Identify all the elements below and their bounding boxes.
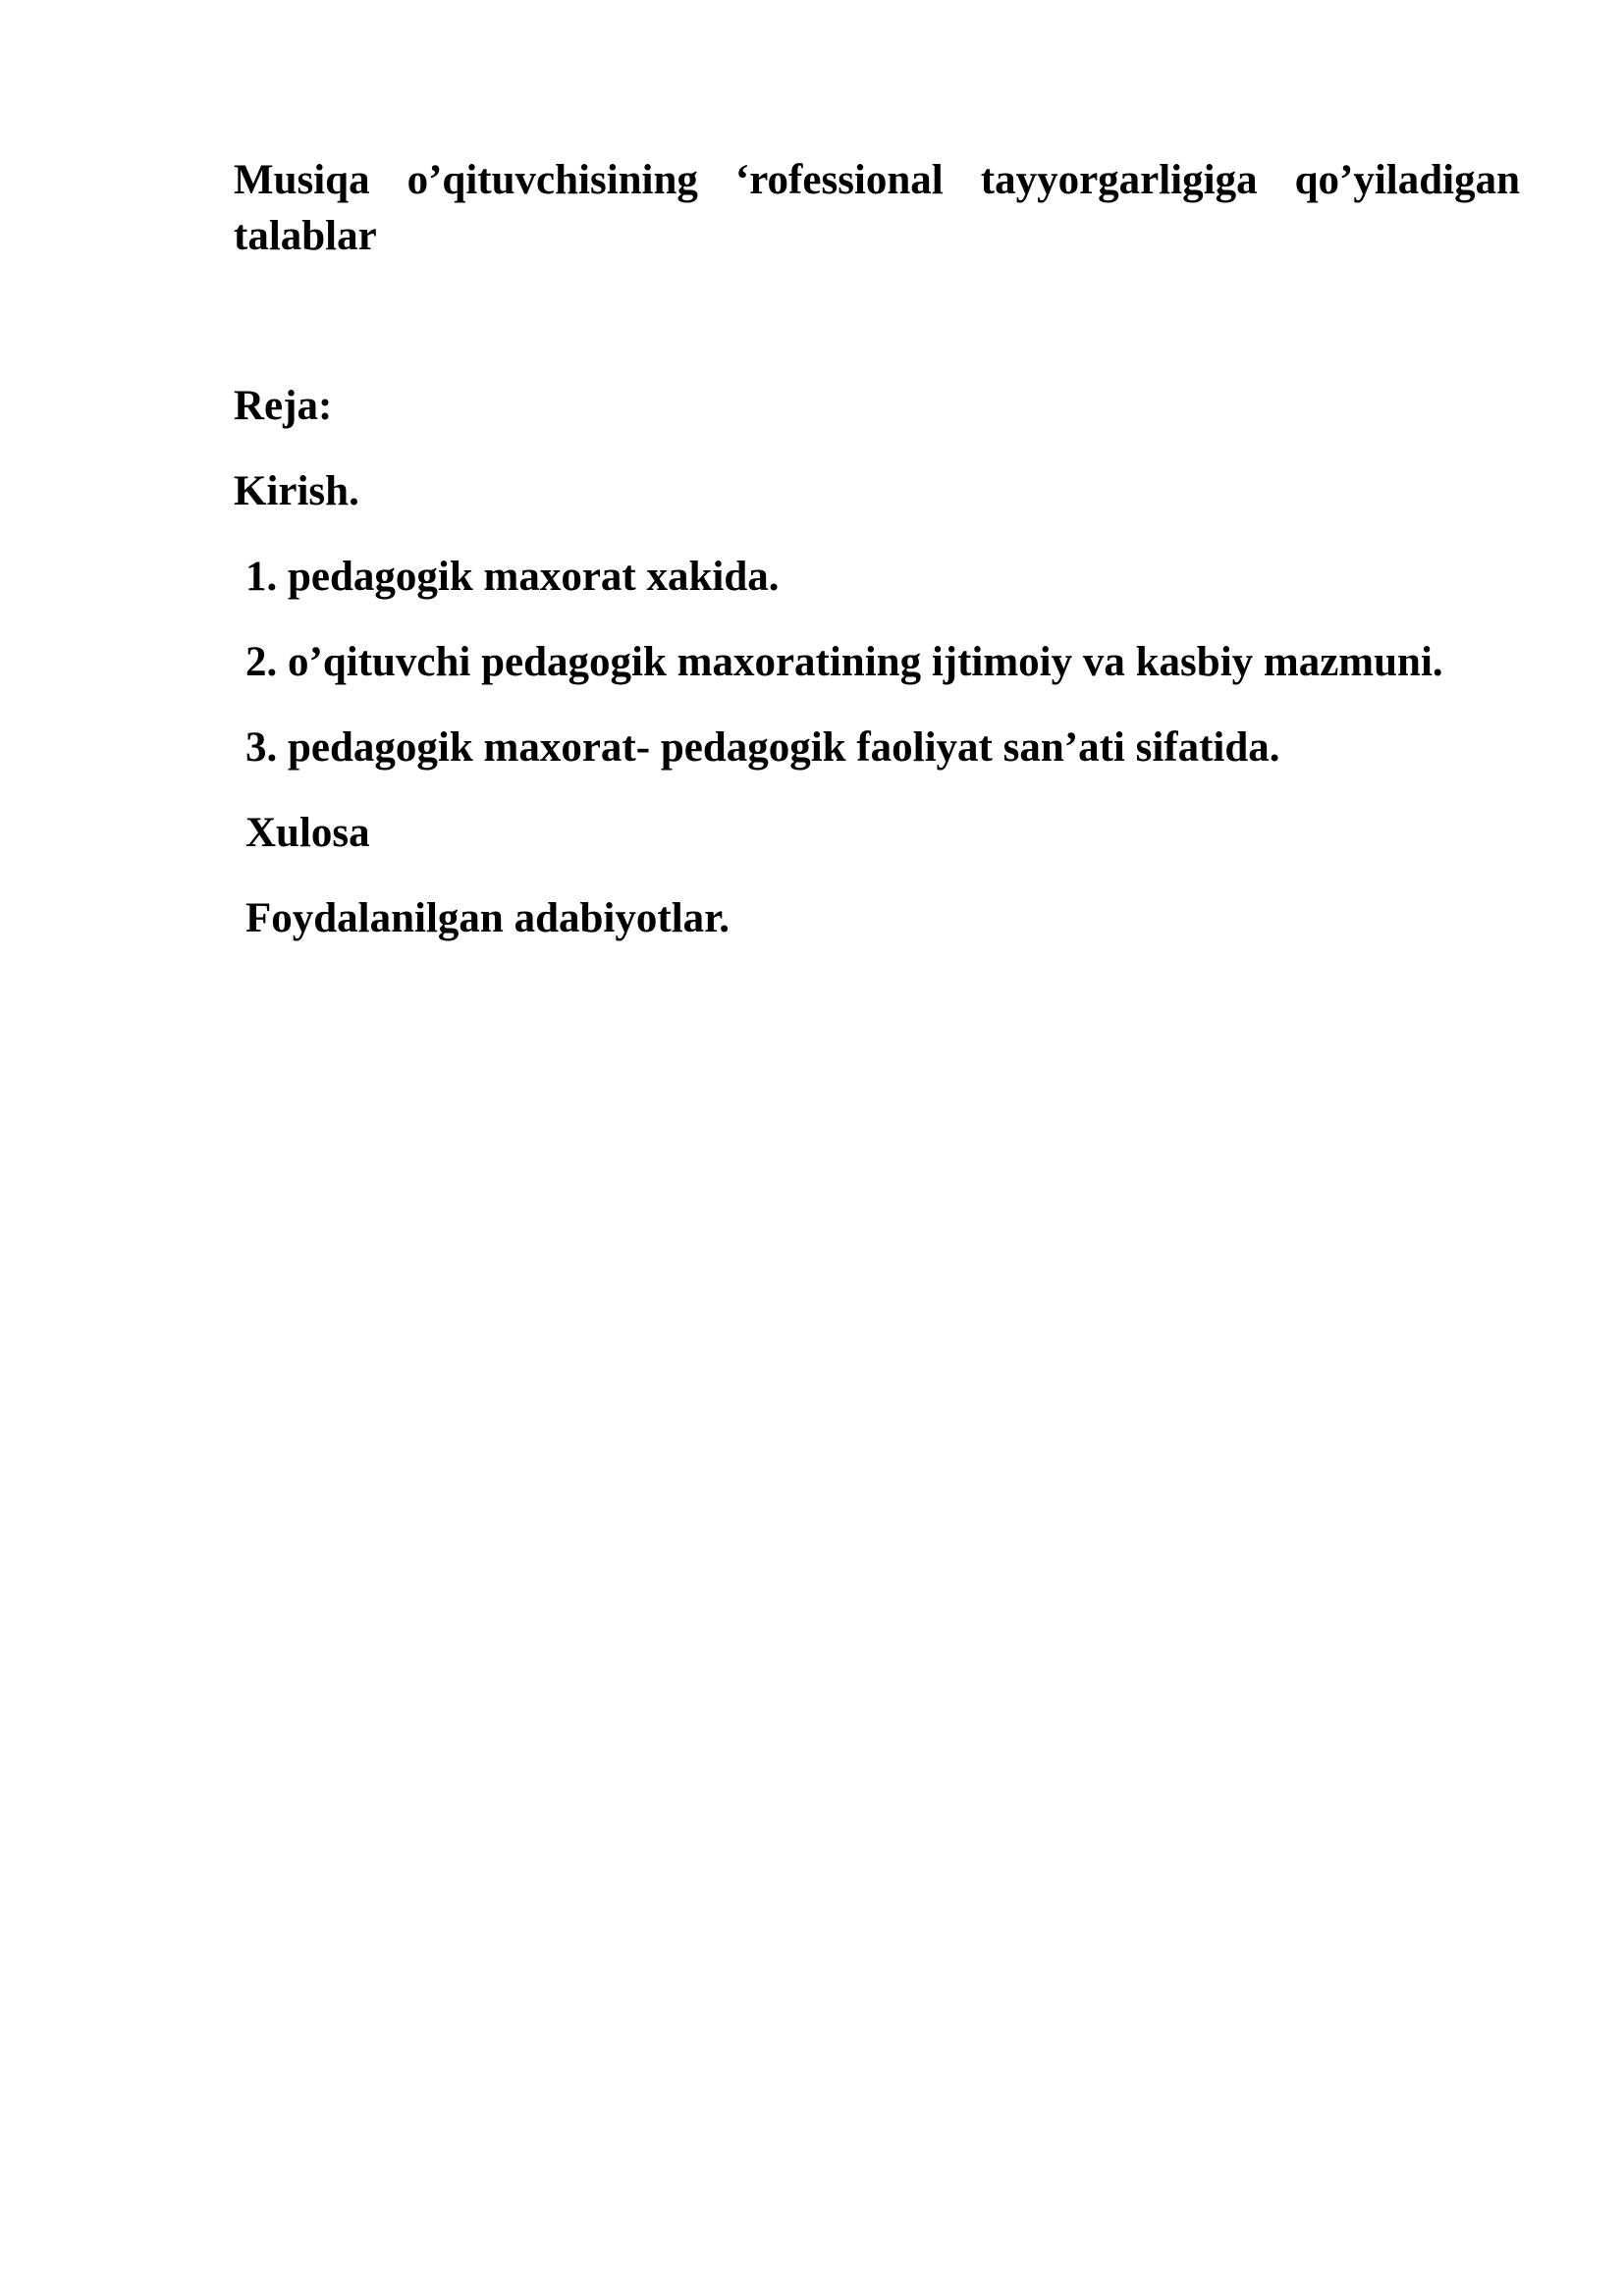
- plan-item: 1. pedagogik maxorat xakida.: [245, 554, 780, 600]
- conclusion-line: Xulosa: [245, 810, 370, 856]
- plan-heading: Reja:: [234, 383, 333, 429]
- document-title: Musiqa o’qituvchisining ‘rofessional tayyorgarligiga qo’yiladigan talablar: [234, 157, 1520, 259]
- plan-section: [234, 382, 1520, 980]
- references-line: Foydalanilgan adabiyotlar.: [245, 895, 731, 941]
- plan-item: 2. o’qituvchi pedagogik maxoratining ijtimoiy va kasbiy mazmuni.: [245, 639, 1443, 685]
- plan-item: 3. pedagogik maxorat- pedagogik faoliyat san’ati sifatida.: [245, 724, 1280, 771]
- intro-line: Kirish.: [234, 468, 359, 514]
